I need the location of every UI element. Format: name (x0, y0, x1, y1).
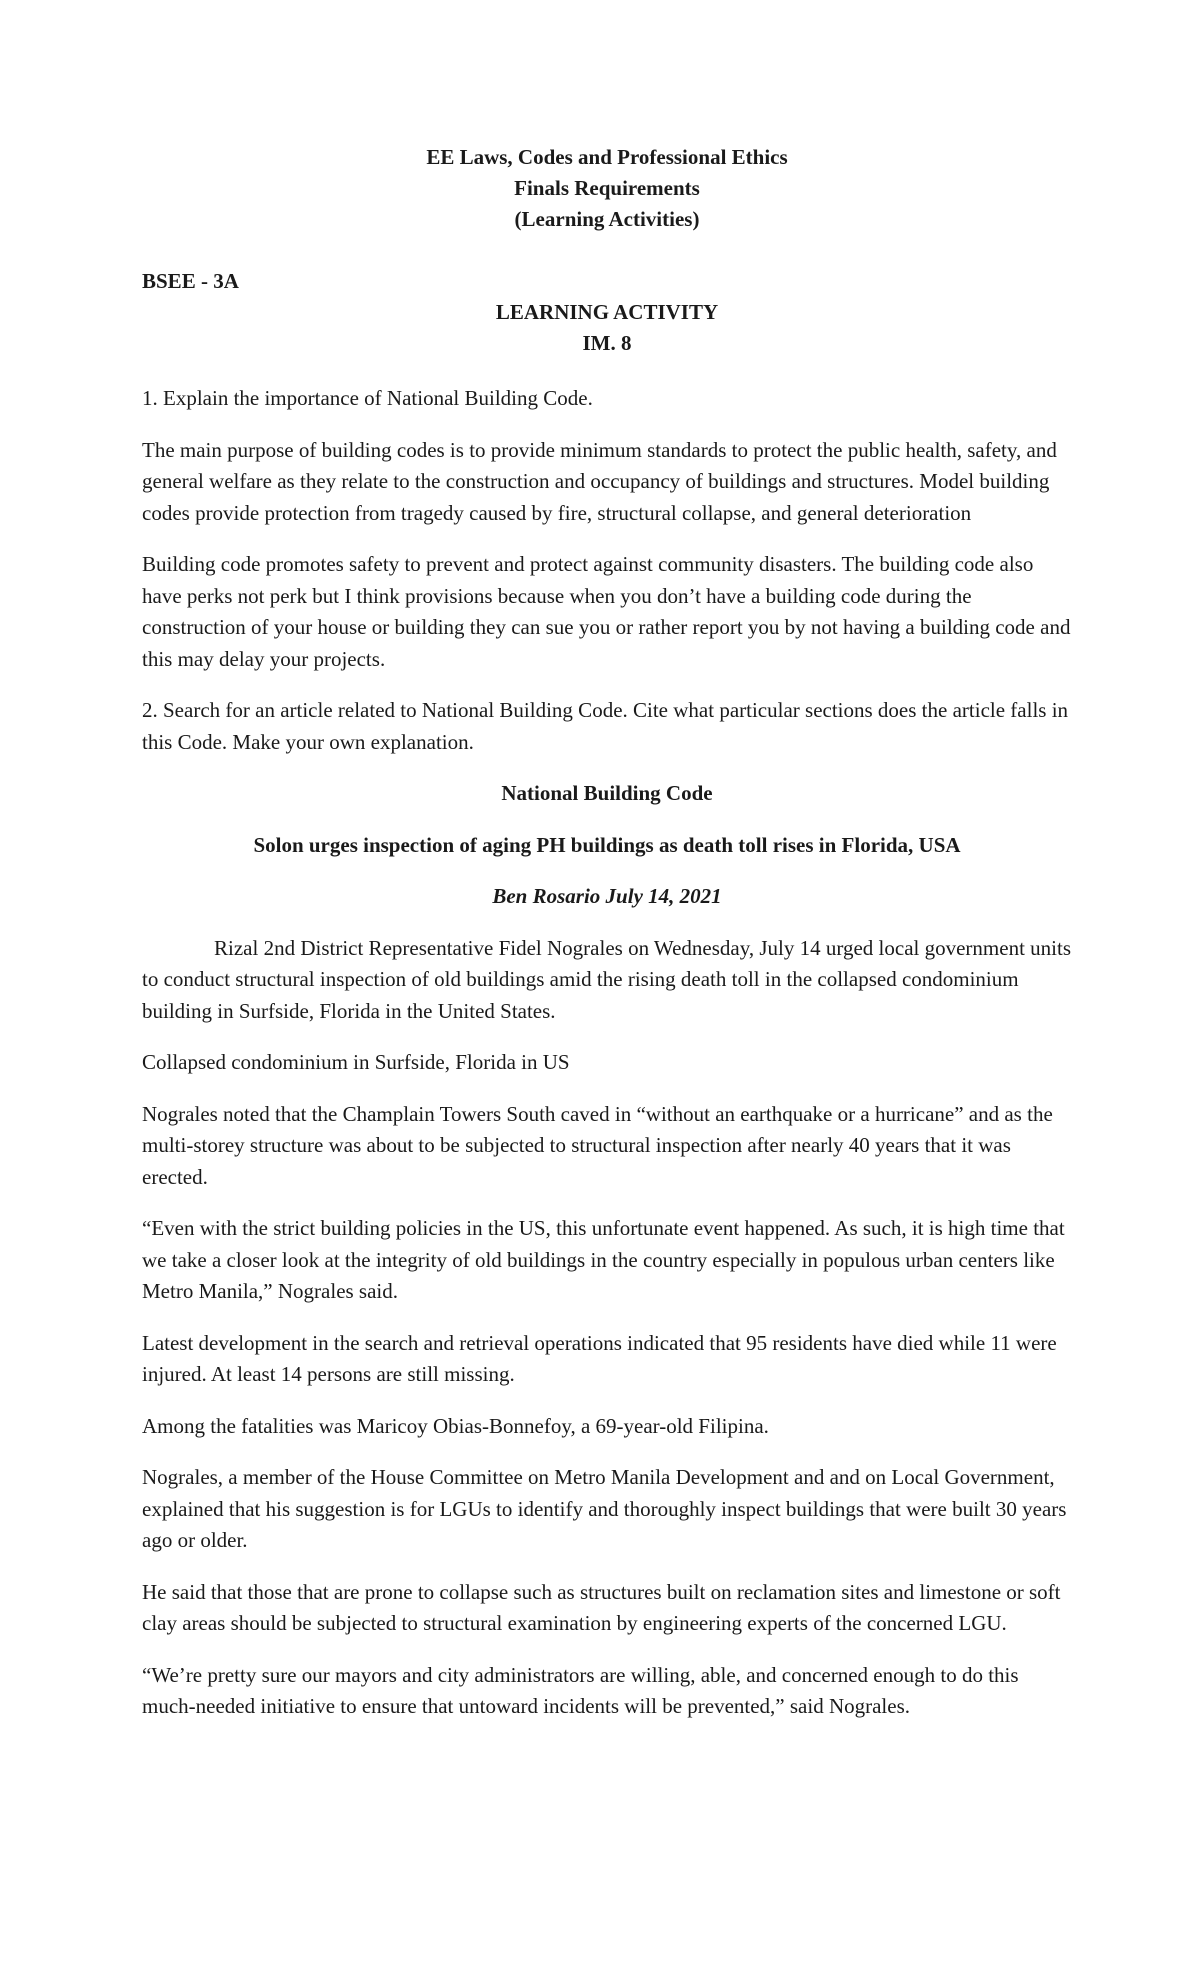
answer-1-paragraph-2: Building code promotes safety to prevent and protect against community disasters. The building code also have perks not perk but I think provisions because when you don’t have a building code during the construction of your house or building they can sue you or rather report you by not having a building code and this may delay your projects. (142, 552, 1071, 671)
question-1: 1. Explain the importance of National Building Code. (142, 386, 593, 410)
section-label: BSEE - 3A (142, 269, 239, 293)
requirements-title: Finals Requirements (514, 176, 700, 200)
course-title: EE Laws, Codes and Professional Ethics (426, 145, 788, 169)
activity-number: IM. 8 (582, 331, 632, 355)
activities-subtitle: (Learning Activities) (514, 207, 700, 231)
article-paragraph: “We’re pretty sure our mayors and city administrators are willing, able, and concerned enough to do this much-needed initiative to ensure that untoward incidents will be prevented,” said Nograles. (142, 1662, 1019, 1718)
article-paragraph: Latest development in the search and retrieval operations indicated that 95 residents have died while 11 were injured. At least 14 persons are still missing. (142, 1330, 1057, 1386)
article-headline: Solon urges inspection of aging PH buildings as death toll rises in Florida, USA (253, 832, 961, 857)
article-section-title: National Building Code (501, 781, 713, 805)
article-paragraph: Collapsed condominium in Surfside, Florida in US (142, 1050, 570, 1074)
question-2: 2. Search for an article related to National Building Code. Cite what particular sections does the article falls in this Code. Make your own explanation. (142, 698, 1069, 754)
article-paragraph: Nograles noted that the Champlain Towers South caved in “without an earthquake or a hurricane” and as the multi-storey structure was about to be subjected to structural inspection after nearly 40 years that it was erected. (142, 1101, 1053, 1189)
activity-heading (142, 297, 1072, 359)
article-paragraph: He said that those that are prone to collapse such as structures built on reclamation sites and limestone or soft clay areas should be subjected to structural examination by engineering experts of the concerned LGU. (142, 1579, 1061, 1635)
article-lead-paragraph: Rizal 2nd District Representative Fidel Nograles on Wednesday, July 14 urged local government units to conduct structural inspection of old buildings amid the rising death toll in the collapsed condominium building in Surfside, Florida in the United States. (142, 935, 1071, 1023)
activity-title: LEARNING ACTIVITY (495, 300, 719, 324)
answer-1-paragraph-1: The main purpose of building codes is to provide minimum standards to protect the public health, safety, and general welfare as they relate to the construction and occupancy of buildings and structures. Model building codes provide protection from tragedy caused by fire, structural collapse, and general deterioration (142, 437, 1057, 525)
article-paragraph: “Even with the strict building policies in the US, this unfortunate event happened. As such, it is high time that we take a closer look at the integrity of old buildings in the country especially in populous urban centers like Metro Manila,” Nograles said. (142, 1216, 1065, 1303)
article-byline: Ben Rosario July 14, 2021 (492, 884, 722, 908)
article-paragraph: Nograles, a member of the House Committee on Metro Manila Development and and on Local Government, explained that his suggestion is for LGUs to identify and thoroughly inspect buildings that were built 30 years ago or older. (142, 1465, 1067, 1552)
document-header (142, 142, 1072, 235)
document-content (142, 142, 1072, 1743)
article-paragraph: Among the fatalities was Maricoy Obias-Bonnefoy, a 69-year-old Filipina. (142, 1413, 769, 1438)
